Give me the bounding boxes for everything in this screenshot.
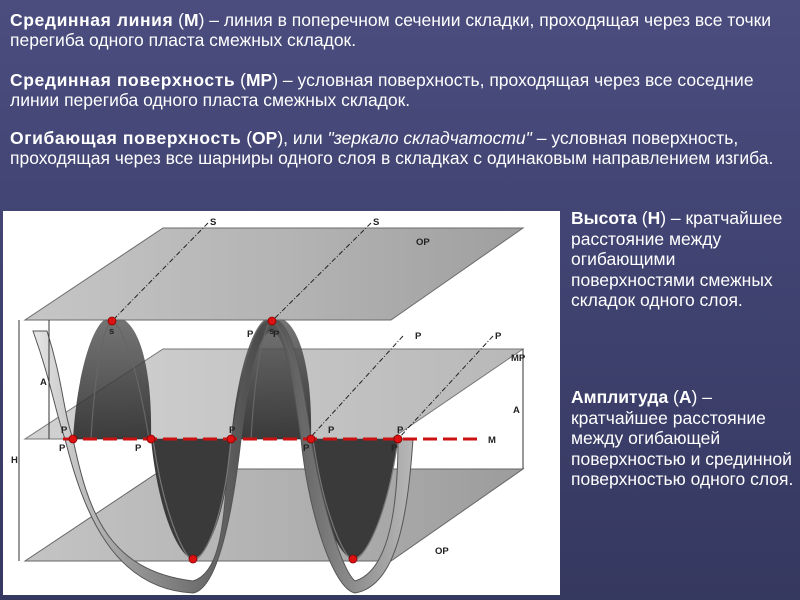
- definition-amplitude: Амплитуда (А) – кратчайшее расстояние между огибающей поверхностью и срединной поверхностью одного слоя.: [571, 387, 794, 489]
- abbr-median-surface: МР: [245, 70, 273, 90]
- abbr-midline: М: [184, 10, 199, 30]
- label-h: H: [11, 455, 18, 466]
- label-p: P: [415, 331, 422, 342]
- hinge-point: [189, 555, 197, 563]
- label-p: P: [303, 443, 310, 454]
- label-p: P: [391, 443, 398, 454]
- fold-diagram: [3, 211, 560, 595]
- definition-text: – линия в поперечном сечении складки, проходящая через все точки перегиба одного пласта смежных складок.: [10, 10, 772, 50]
- inflection-point: [307, 435, 315, 443]
- abbr-height: Н: [647, 208, 661, 228]
- hinge-point: [268, 317, 276, 325]
- label-op: OP: [416, 237, 430, 248]
- term-amplitude: Амплитуда: [571, 387, 669, 407]
- label-op: OP: [435, 546, 449, 557]
- term-height: Высота: [571, 208, 637, 228]
- label-p: P: [495, 331, 502, 342]
- label-s: S: [210, 217, 217, 228]
- label-a: A: [40, 377, 47, 388]
- label-p: P: [328, 425, 335, 436]
- label-s-small: s: [269, 326, 275, 337]
- definition-envelope-surface: Огибающая поверхность (ОР), или "зеркало складчатости" – условная поверхность, проходящая через все шарниры одного слоя в складках с одинаковым направлением изгиба.: [10, 128, 774, 168]
- label-s-small: s: [109, 326, 115, 337]
- definition-text: – кратчайшее расстояние между огибающей поверхностью и срединной поверхностью одного слоя.: [571, 387, 794, 489]
- definition-median-surface: Срединная поверхность (МР) – условная поверхность, проходящая через все соседние линии перегиба одного пласта смежных складок.: [10, 70, 754, 110]
- label-p: P: [397, 425, 404, 436]
- definition-height: Высота (Н) – кратчайшее расстояние между огибающими поверхностями смежных складок одного слоя.: [571, 208, 783, 310]
- term-envelope-surface: Огибающая поверхность: [10, 128, 242, 148]
- inflection-point: [147, 435, 155, 443]
- term-fold-mirror: "зеркало складчатости": [327, 128, 532, 148]
- hinge-point: [108, 317, 116, 325]
- label-m: M: [488, 435, 496, 446]
- label-p: P: [247, 329, 254, 340]
- inflection-point: [69, 435, 77, 443]
- label-p: P: [229, 425, 236, 436]
- label-mp: MP: [511, 353, 526, 364]
- definition-midline: Срединная линия (М) – линия в поперечном сечении складки, проходящая через все точки перегиба одного пласта смежных складок.: [10, 10, 772, 50]
- abbr-envelope-surface: ОР: [252, 128, 278, 148]
- inflection-point: [227, 435, 235, 443]
- definition-text: – кратчайшее расстояние между огибающими поверхностями смежных складок одного слоя.: [571, 208, 783, 310]
- label-s: S: [373, 217, 380, 228]
- label-a: A: [513, 405, 520, 416]
- term-median-surface: Срединная поверхность: [10, 70, 236, 90]
- label-p: P: [135, 443, 142, 454]
- upper-envelope-plane: [25, 228, 523, 320]
- definition-text: – условная поверхность, проходящая через все соседние линии перегиба одного пласта смежных складок.: [10, 70, 754, 110]
- hinge-point: [349, 555, 357, 563]
- inflection-point: [394, 435, 402, 443]
- label-p: P: [61, 425, 68, 436]
- label-p: P: [59, 443, 66, 454]
- abbr-amplitude: А: [678, 387, 692, 407]
- term-midline: Срединная линия: [10, 10, 174, 30]
- definition-text: – условная поверхность, проходящая через все шарниры одного слоя в складках с одинаковым направлением изгиба.: [10, 128, 774, 168]
- label-p: P: [273, 329, 280, 340]
